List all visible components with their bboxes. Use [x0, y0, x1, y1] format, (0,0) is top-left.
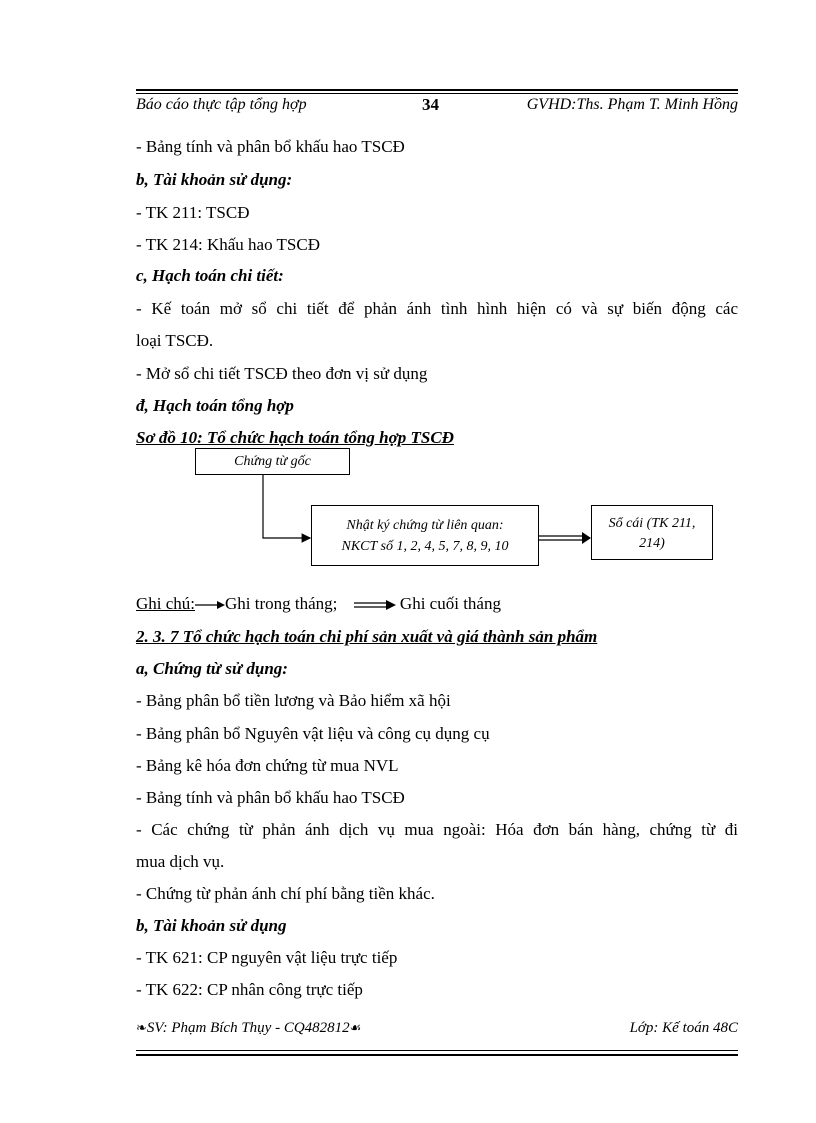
single-arrow-icon — [195, 599, 225, 611]
text-line: - TK 622: CP nhân công trực tiếp — [136, 980, 363, 999]
footer-rule-thin — [136, 1050, 738, 1051]
ornament-right-icon: ☙ — [349, 1020, 362, 1035]
subheading-general: đ, Hạch toán tổng hợp — [136, 396, 294, 415]
footer-student-text: SV: Phạm Bích Thụy - CQ482812 — [146, 1020, 350, 1036]
subheading-detail: c, Hạch toán chi tiết: — [136, 266, 284, 285]
legend-label: Ghi chú: — [136, 594, 196, 613]
text-line: mua dịch vụ. — [136, 852, 225, 871]
box-journal-line2: NKCT số 1, 2, 4, 5, 7, 8, 9, 10 — [341, 539, 509, 554]
footer-class: Lớp: Kế toán 48C — [629, 1020, 738, 1036]
box-ledger-line2: 214) — [639, 536, 665, 551]
legend — [136, 594, 501, 614]
text-line-justified: - Các chứng từ phản ánh dịch vụ mua ngoài: Hóa đơn bán hàng, chứng từ đi — [136, 820, 738, 839]
box-ledger — [591, 505, 713, 560]
box-journal-line1: Nhật ký chứng từ liên quan: — [346, 518, 504, 533]
text-line: - TK 211: TSCĐ — [136, 203, 250, 222]
ornament-left-icon: ❧ — [136, 1020, 147, 1035]
subheading-documents: a, Chứng từ sử dụng: — [136, 659, 288, 678]
legend-end-month: Ghi cuối tháng — [399, 594, 501, 613]
text-line: - Bảng tính và phân bổ khấu hao TSCĐ — [136, 137, 405, 156]
text-line: - TK 621: CP nguyên vật liệu trực tiếp — [136, 948, 398, 967]
text-line-justified: - Kế toán mở sổ chi tiết để phản ánh tình hình hiện có và sự biến động các — [136, 299, 738, 318]
text-line: - Bảng phân bổ Nguyên vật liệu và công cụ dụng cụ — [136, 724, 490, 743]
text-line: - Mở sổ chi tiết TSCĐ theo đơn vị sử dụng — [136, 364, 428, 383]
text-line: - Bảng tính và phân bổ khấu hao TSCĐ — [136, 788, 405, 807]
box-source-documents-label: Chứng từ gốc — [234, 454, 311, 469]
header-report-title: Báo cáo thực tập tổng hợp — [136, 96, 307, 113]
header-advisor: GVHD:Ths. Phạm T. Minh Hồng — [526, 96, 738, 113]
box-source-documents — [195, 448, 350, 475]
double-arrow-icon — [354, 599, 396, 611]
double-arrow-head — [582, 532, 591, 544]
box-journal-vouchers — [311, 505, 539, 566]
box-ledger-line1: Sổ cái (TK 211, — [608, 516, 696, 531]
text-line: - Chứng từ phản ánh chí phí bằng tiền khác. — [136, 884, 435, 903]
subheading-accounts-2: b, Tài khoản sử dụng — [136, 916, 287, 935]
text-line: - Bảng kê hóa đơn chứng từ mua NVL — [136, 756, 399, 775]
page-number: 34 — [422, 95, 439, 114]
legend-monthly: Ghi trong tháng; — [225, 594, 338, 613]
footer-rule-thick — [136, 1054, 738, 1056]
section-heading: 2. 3. 7 Tổ chức hạch toán chi phí sản xuất và giá thành sản phẩm — [136, 627, 598, 646]
connector-line — [263, 475, 310, 538]
subheading-accounts: b, Tài khoản sử dụng: — [136, 170, 293, 189]
diagram-title: Sơ đồ 10: Tổ chức hạch toán tổng hợp TSCĐ — [136, 428, 454, 447]
text-line: - TK 214: Khấu hao TSCĐ — [136, 235, 321, 254]
text-line: - Bảng phân bổ tiền lương và Bảo hiểm xã hội — [136, 691, 451, 710]
footer-student — [136, 1020, 361, 1037]
text-line: loại TSCĐ. — [136, 331, 214, 350]
